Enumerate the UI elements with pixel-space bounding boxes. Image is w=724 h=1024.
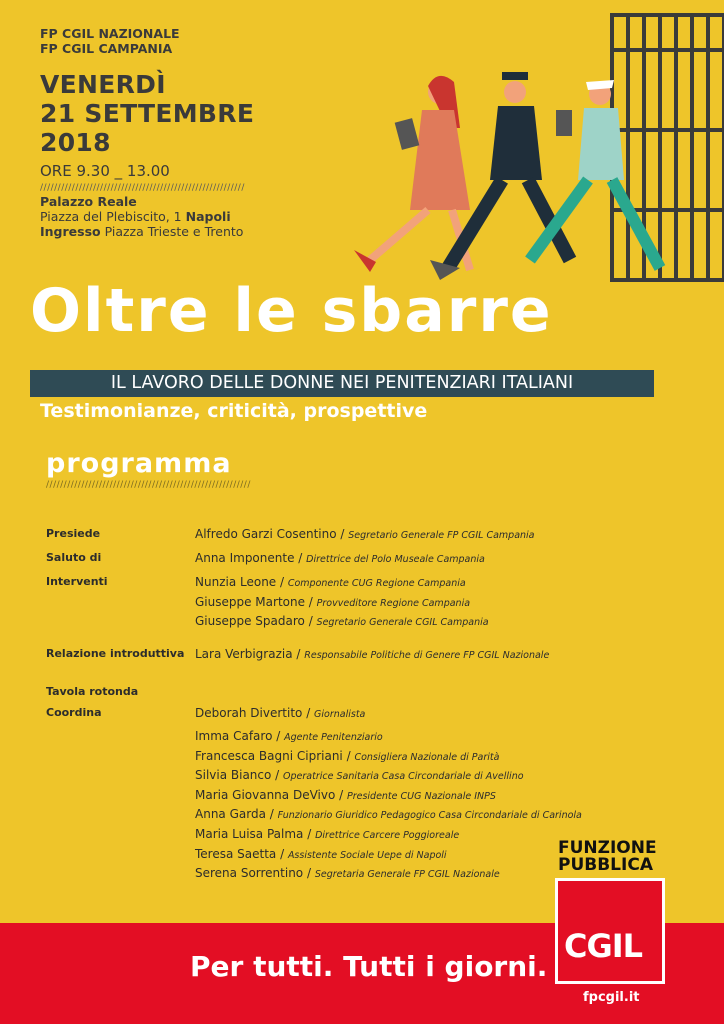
- speaker-name: Giuseppe Martone: [195, 595, 305, 609]
- brand-line-2: PUBBLICA: [558, 855, 653, 875]
- prison-gate-icon: [612, 15, 724, 280]
- organizer-national: FP CGIL NAZIONALE: [40, 26, 180, 41]
- speaker-name: Nunzia Leone: [195, 575, 277, 589]
- speaker-name: Teresa Saetta: [195, 847, 277, 861]
- speaker-name: Imma Cafaro: [195, 729, 273, 743]
- speaker-role: Operatrice Sanitaria Casa Circondariale di Avellino: [283, 771, 524, 782]
- walking-women-illustration: [330, 10, 724, 285]
- speaker-role: Agente Penitenziario: [284, 732, 383, 743]
- speaker-role: Funzionario Giuridico Pedagogico Casa Circondariale di Carinola: [277, 810, 582, 821]
- speaker-name: Silvia Bianco: [195, 768, 272, 782]
- speaker-role: Direttrice Carcere Poggioreale: [315, 830, 460, 841]
- speaker-name: Alfredo Garzi Cosentino: [195, 527, 337, 541]
- divider: //////////////////////////////////////////////////////////: [46, 480, 251, 490]
- woman-figure-3: [530, 80, 660, 268]
- speaker-role: Segretario Generale FP CGIL Campania: [348, 530, 535, 541]
- speaker-name: Lara Verbigrazia: [195, 647, 293, 661]
- row-label: Relazione introduttiva: [46, 647, 185, 660]
- event-date: [40, 70, 254, 157]
- speaker-name: Maria Luisa Palma: [195, 827, 304, 841]
- venue-city: Napoli: [185, 209, 231, 224]
- speaker-name: Deborah Divertito: [195, 706, 303, 720]
- speaker-role: Componente CUG Regione Campania: [287, 578, 466, 589]
- venue-address: Piazza del Plebiscito, 1: [40, 209, 182, 224]
- organizers: [40, 26, 180, 56]
- event-title: Oltre le sbarre: [30, 276, 553, 346]
- logo-text: CGIL: [564, 927, 643, 965]
- divider: //////////////////////////////////////////////////////////: [40, 183, 245, 193]
- cgil-logo: [555, 878, 665, 984]
- venue-name: Palazzo Reale: [40, 194, 137, 209]
- brand-line-1: FUNZIONE: [558, 838, 657, 858]
- speaker-role: Segretario Generale CGIL Campania: [316, 617, 489, 628]
- tagline: Testimonianze, criticità, prospettive: [40, 400, 428, 422]
- speaker-role: Presidente CUG Nazionale INPS: [346, 791, 496, 802]
- row-label: Coordina: [46, 706, 102, 719]
- speaker-name: Anna Imponente: [195, 551, 295, 565]
- speaker-name: Maria Giovanna DeVivo: [195, 788, 336, 802]
- website-link[interactable]: fpcgil.it: [583, 990, 640, 1005]
- speaker-role: Assistente Sociale Uepe di Napoli: [287, 850, 447, 861]
- speaker-role: Consigliera Nazionale di Parità: [354, 752, 500, 763]
- row-label: Presiede: [46, 527, 101, 540]
- speaker-role: Provveditore Regione Campania: [316, 598, 471, 609]
- date-day-month: 21 SETTEMBRE: [40, 99, 255, 128]
- row-label: Saluto di: [46, 551, 102, 564]
- speaker-role: Direttrice del Polo Museale Campania: [306, 554, 485, 565]
- speaker-role: Giornalista: [314, 709, 366, 720]
- venue-entry-label: Ingresso: [40, 224, 101, 239]
- speaker-name: Anna Garda: [195, 807, 266, 821]
- date-weekday: VENERDÌ: [40, 70, 166, 99]
- speaker-role: Responsabile Politiche di Genere FP CGIL Nazionale: [304, 650, 550, 661]
- slogan: Per tutti. Tutti i giorni.: [190, 950, 548, 983]
- speaker-role: Segretaria Generale FP CGIL Nazionale: [314, 869, 500, 880]
- brand-title: [558, 840, 657, 874]
- venue-entry: Piazza Trieste e Trento: [104, 224, 244, 239]
- speaker-name: Serena Sorrentino: [195, 866, 304, 880]
- event-hours: ORE 9.30 _ 13.00: [40, 162, 170, 180]
- speaker-name: Francesca Bagni Cipriani: [195, 749, 343, 763]
- row-label: Tavola rotonda: [46, 685, 139, 698]
- venue: [40, 194, 243, 239]
- row-label: Interventi: [46, 575, 108, 588]
- subtitle-bar: IL LAVORO DELLE DONNE NEI PENITENZIARI ITALIANI: [30, 370, 654, 397]
- programma-heading: programma: [46, 448, 232, 479]
- woman-figure-1: [354, 76, 470, 272]
- organizer-regional: FP CGIL CAMPANIA: [40, 41, 173, 56]
- date-year: 2018: [40, 128, 111, 157]
- speaker-name: Giuseppe Spadaro: [195, 614, 305, 628]
